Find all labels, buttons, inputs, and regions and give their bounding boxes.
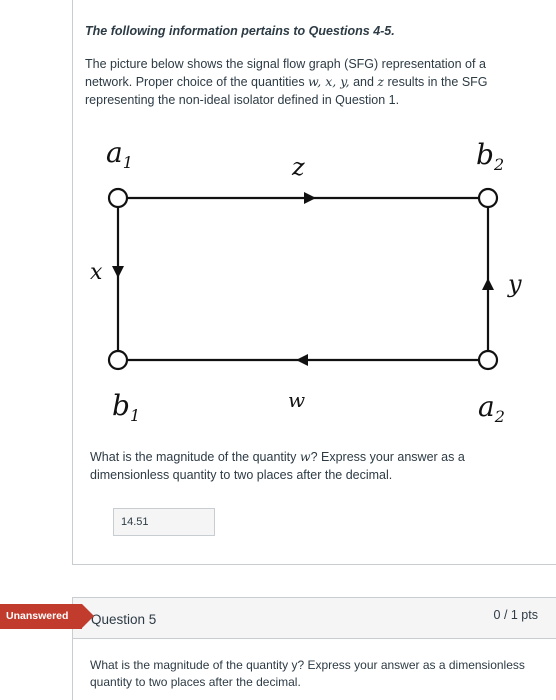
arrow-down-icon: [112, 266, 124, 278]
intro-text-after: results in the SFG representing the non-ideal isolator defined in Question 1.: [85, 75, 488, 107]
question-text-part1: What is the magnitude of the quantity: [90, 450, 300, 464]
arrow-up-icon: [482, 278, 494, 290]
intro-z: z: [377, 74, 384, 89]
node-b2: [479, 189, 497, 207]
label-a1: $a_1$: [106, 136, 133, 172]
intro-text-before: The picture below shows the signal flow graph (SFG) representation of a network. Proper choice of the quantities: [85, 57, 486, 89]
label-b2: $b_2$: [476, 138, 505, 174]
label-x: x: [90, 260, 103, 285]
intro-text: [85, 55, 535, 109]
intro-heading: The following information pertains to Questions 4-5.: [85, 24, 395, 38]
question-4-text: [90, 448, 540, 484]
intro-quantities: w, x, y,: [308, 74, 350, 89]
question-5-header: [72, 597, 556, 639]
node-a1: [109, 189, 127, 207]
node-b1: [109, 351, 127, 369]
arrow-left-icon: [296, 354, 308, 366]
intro-and: and: [349, 75, 378, 89]
label-b1: $b_1$: [112, 389, 141, 425]
label-w: w: [288, 388, 306, 412]
node-a2: [479, 351, 497, 369]
answer-input[interactable]: 14.51: [113, 508, 215, 536]
arrow-right-icon: [304, 192, 316, 204]
label-y: y: [508, 270, 522, 298]
question-5-text: What is the magnitude of the quantity y? Express your answer as a dimensionless quantity to two places after the decimal.: [90, 658, 525, 689]
question-5-points: 0 / 1 pts: [493, 608, 538, 622]
unanswered-flag: Unanswered: [0, 604, 82, 629]
label-a2: $a_2$: [478, 390, 505, 426]
question-text-part2: ? Express your answer as a dimensionless quantity to two places after the decimal.: [90, 450, 465, 482]
question-var: w: [299, 449, 311, 464]
signal-flow-graph: [72, 120, 556, 440]
question-5-title: Question 5: [91, 612, 157, 627]
label-z: z: [292, 153, 305, 181]
